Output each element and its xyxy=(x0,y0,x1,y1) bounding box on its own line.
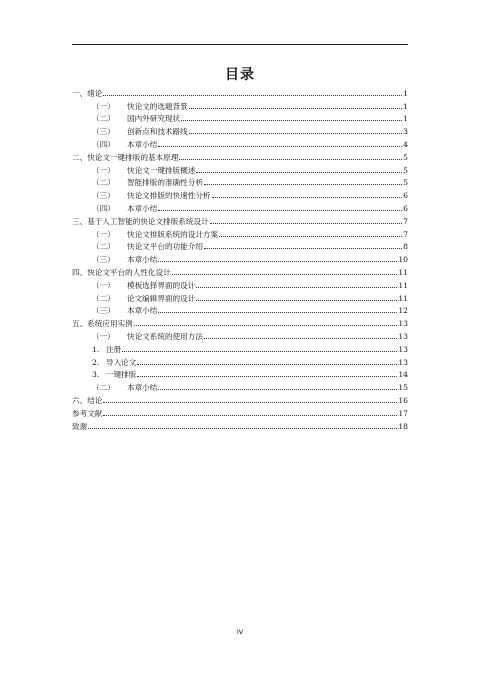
dot-leader xyxy=(204,338,397,339)
toc-entry-title: 本章小结 xyxy=(127,383,158,393)
toc-entry-number: （二） xyxy=(92,114,115,124)
toc-entry-page: 8 xyxy=(403,242,408,252)
toc-entry-number: （三） xyxy=(92,191,115,201)
toc-entry-number: （二） xyxy=(92,178,115,188)
dot-leader xyxy=(196,172,402,173)
toc-entry[interactable] xyxy=(72,303,408,316)
toc-entry-page: 5 xyxy=(403,165,408,175)
toc-entry-page: 17 xyxy=(398,408,408,418)
toc-entry[interactable] xyxy=(72,136,408,149)
toc-entry[interactable] xyxy=(72,149,408,162)
dot-leader xyxy=(103,95,402,96)
dot-leader xyxy=(210,223,402,224)
toc-entry-title: 快论文的选题背景 xyxy=(127,101,188,111)
dot-leader xyxy=(137,376,397,377)
toc-entry-page: 7 xyxy=(403,216,408,226)
toc-entry[interactable] xyxy=(72,200,408,213)
dot-leader xyxy=(179,159,402,160)
dot-leader xyxy=(189,108,402,109)
toc-entry-title: 本章小结 xyxy=(127,203,158,213)
toc-entry-page: 4 xyxy=(403,139,408,149)
toc-entry-title: 快论文一键排版的基本原理 xyxy=(87,152,179,162)
toc-entry[interactable] xyxy=(72,251,408,264)
dot-leader xyxy=(219,236,402,237)
toc-entry[interactable] xyxy=(72,213,408,226)
toc-entry[interactable] xyxy=(72,328,408,341)
toc-entry[interactable] xyxy=(72,239,408,252)
dot-leader xyxy=(158,210,402,211)
toc-entry-title: 智能排版的准确性分析 xyxy=(127,178,203,188)
toc-entry-page: 15 xyxy=(398,383,408,393)
toc-entry[interactable] xyxy=(72,315,408,328)
toc-entry-number: （一） xyxy=(92,280,115,290)
toc-entry-number: 六、 xyxy=(72,395,88,405)
toc-entry-number: 四、 xyxy=(72,267,88,277)
toc-entry-number: （二） xyxy=(92,242,115,252)
dot-leader xyxy=(204,248,402,249)
toc-entry-title: 导入论文 xyxy=(106,357,137,367)
dot-leader xyxy=(158,261,397,262)
toc-entry-number: （四） xyxy=(92,203,115,213)
toc-entry[interactable] xyxy=(72,85,408,98)
toc-entry-number: （一） xyxy=(92,229,115,239)
toc-entry-number: （三） xyxy=(92,127,115,137)
toc-entry-number: （一） xyxy=(92,101,115,111)
dot-leader xyxy=(196,287,397,288)
toc-entry-title: 模板选择界面的设计 xyxy=(127,280,196,290)
dot-leader xyxy=(137,364,397,365)
dot-leader xyxy=(88,428,397,429)
toc-entry-title: 参考文献 xyxy=(72,408,103,418)
toc-entry-number: （二） xyxy=(92,293,115,303)
toc-entry-page: 6 xyxy=(403,191,408,201)
toc-entry-number: （三） xyxy=(92,306,115,316)
toc-entry[interactable] xyxy=(72,264,408,277)
toc-entry-title: 结论 xyxy=(87,395,103,405)
toc-entry-title: 本章小结 xyxy=(127,139,158,149)
toc-entry-page: 11 xyxy=(398,267,408,277)
toc-entry-page: 1 xyxy=(403,88,408,98)
toc-entry-title: 国内外研究现状 xyxy=(127,114,181,124)
toc-entry-page: 12 xyxy=(398,306,408,316)
toc-entry-page: 7 xyxy=(403,229,408,239)
toc-entry-title: 论文编辑界面的设计 xyxy=(127,293,196,303)
toc-entry-page: 13 xyxy=(398,331,408,341)
toc-entry[interactable] xyxy=(72,341,408,354)
toc-entry-number: （三） xyxy=(92,255,115,265)
toc-entry-number: 1. xyxy=(92,344,100,354)
toc-entry[interactable] xyxy=(72,162,408,175)
toc-title: 目录 xyxy=(225,67,255,83)
toc-entry-title: 系统应用实例 xyxy=(87,319,133,329)
dot-leader xyxy=(212,197,403,198)
toc-entry-title: 快论文平台的人性化设计 xyxy=(87,267,171,277)
toc-entry-number: 一、 xyxy=(72,88,88,98)
toc-entry-page: 5 xyxy=(403,152,408,162)
toc-entry-page: 13 xyxy=(398,357,408,367)
toc-entry-number: 3. xyxy=(92,370,100,380)
toc-entry-number: 二、 xyxy=(72,152,88,162)
toc-entry-title: 注册 xyxy=(106,344,122,354)
toc-entry-title: 绪论 xyxy=(87,88,103,98)
toc-entry[interactable] xyxy=(72,392,408,405)
dot-leader xyxy=(134,325,398,326)
dot-leader xyxy=(103,415,397,416)
toc-entry-page: 18 xyxy=(398,421,408,431)
toc-entry-page: 1 xyxy=(403,101,408,111)
toc-entry-title: 快论文一键排版概述 xyxy=(127,165,196,175)
toc-entry-page: 1 xyxy=(403,114,408,124)
toc-entry[interactable] xyxy=(72,354,408,367)
toc-entry-number: 2. xyxy=(92,357,100,367)
toc-entry-page: 11 xyxy=(398,280,408,290)
header-rule xyxy=(72,44,408,45)
page-number: IV xyxy=(236,628,244,636)
dot-leader xyxy=(172,274,398,275)
toc-entry[interactable] xyxy=(72,418,408,431)
toc-entry-title: 一键排版 xyxy=(106,370,137,380)
toc-entry[interactable] xyxy=(72,187,408,200)
toc-entry-number: 五、 xyxy=(72,319,88,329)
dot-leader xyxy=(158,312,397,313)
toc-entry-title: 快论文系统的使用方法 xyxy=(127,331,203,341)
toc-entry-title: 创新点和技术路线 xyxy=(127,127,188,137)
toc-entry[interactable] xyxy=(72,98,408,111)
toc-entry[interactable] xyxy=(72,175,408,188)
toc-entry[interactable] xyxy=(72,405,408,418)
toc-entry-number: （一） xyxy=(92,165,115,175)
dot-leader xyxy=(158,146,402,147)
toc-entry-title: 快论文平台的功能介绍 xyxy=(127,242,203,252)
table-of-contents xyxy=(72,85,408,431)
toc-entry-number: （一） xyxy=(92,331,115,341)
toc-entry-page: 10 xyxy=(398,255,408,265)
toc-entry-page: 5 xyxy=(403,178,408,188)
toc-entry-number: （二） xyxy=(92,383,115,393)
toc-entry-title: 本章小结 xyxy=(127,306,158,316)
toc-entry[interactable] xyxy=(72,111,408,124)
toc-entry-title: 致谢 xyxy=(72,421,88,431)
dot-leader xyxy=(204,184,402,185)
toc-entry-title: 基于人工智能的快论文排版系统设计 xyxy=(87,216,209,226)
toc-entry-page: 14 xyxy=(398,370,408,380)
toc-entry-page: 6 xyxy=(403,203,408,213)
toc-entry[interactable] xyxy=(72,290,408,303)
toc-entry[interactable] xyxy=(72,123,408,136)
toc-entry-title: 本章小结 xyxy=(127,255,158,265)
toc-entry-number: （四） xyxy=(92,139,115,149)
toc-entry[interactable] xyxy=(72,379,408,392)
dot-leader xyxy=(181,120,402,121)
toc-entry-page: 16 xyxy=(398,395,408,405)
toc-entry-page: 13 xyxy=(398,344,408,354)
toc-entry-number: 三、 xyxy=(72,216,88,226)
toc-entry-page: 13 xyxy=(398,319,408,329)
toc-entry-title: 快论文排版系统的设计方案 xyxy=(127,229,219,239)
dot-leader xyxy=(196,300,397,301)
toc-entry-page: 3 xyxy=(403,127,408,137)
dot-leader xyxy=(158,389,397,390)
dot-leader xyxy=(122,351,397,352)
toc-entry[interactable] xyxy=(72,277,408,290)
toc-entry-title: 快论文排版的快速性分析 xyxy=(127,191,211,201)
toc-entry[interactable] xyxy=(72,367,408,380)
dot-leader xyxy=(189,133,402,134)
dot-leader xyxy=(103,402,397,403)
toc-entry-page: 11 xyxy=(398,293,408,303)
toc-entry[interactable] xyxy=(72,226,408,239)
